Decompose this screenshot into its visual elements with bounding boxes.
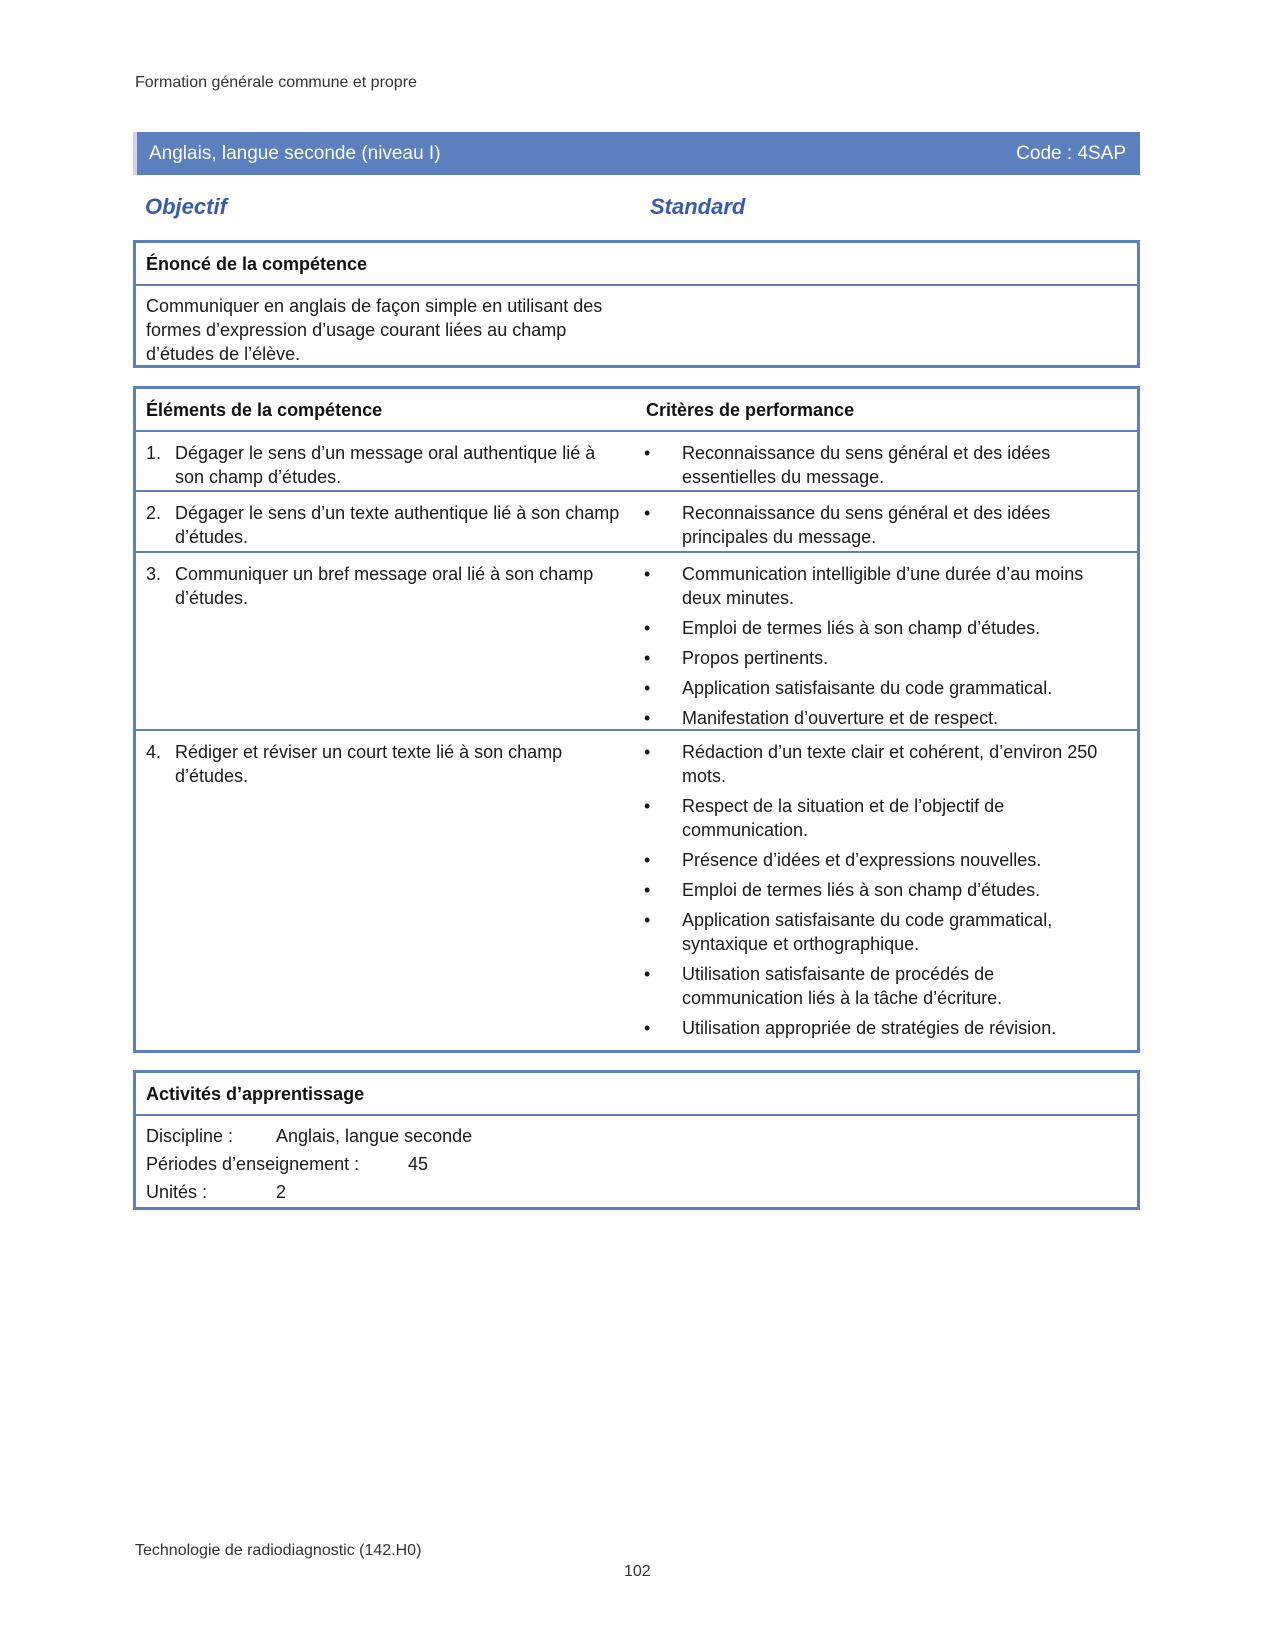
- activites-heading: Activités d’apprentissage: [136, 1073, 1137, 1116]
- standard-heading: Standard: [650, 194, 746, 219]
- activites-details: [136, 1116, 1137, 1212]
- element-number: 1.: [146, 443, 162, 463]
- running-header: Formation générale commune et propre: [135, 74, 417, 91]
- enonce-box: [133, 240, 1140, 368]
- element-4: [146, 740, 626, 788]
- elements-table: [133, 386, 1140, 1053]
- unites-label: Unités :: [146, 1182, 208, 1202]
- element-text: Dégager le sens d’un message oral authentique lié à son champ d’études.: [175, 443, 596, 487]
- element-text: Communiquer un bref message oral lié à son champ d’études.: [175, 564, 594, 608]
- criterion: • Présence d’idées et d’expressions nouvelles.: [644, 848, 1114, 872]
- periodes-label: Périodes d’enseignement :: [146, 1154, 360, 1174]
- course-title: Anglais, langue seconde (niveau I): [149, 142, 441, 164]
- criteria-list: [644, 441, 1114, 495]
- course-title-bar: [133, 132, 1140, 175]
- table-row: [136, 492, 1137, 553]
- table-row: [136, 731, 1137, 1041]
- criterion: • Respect de la situation et de l’objectif de communication.: [644, 794, 1114, 842]
- criterion: • Emploi de termes liés à son champ d’études.: [644, 616, 1114, 640]
- discipline-value: Anglais, langue seconde: [276, 1126, 473, 1146]
- objectif-heading: Objectif: [145, 194, 227, 219]
- element-2: [146, 501, 626, 549]
- table-row: [136, 553, 1137, 731]
- element-number: 4.: [146, 742, 162, 762]
- activites-box: [133, 1070, 1140, 1210]
- criterion: • Rédaction d’un texte clair et cohérent, d’environ 250 mots.: [644, 740, 1114, 788]
- criterion: • Utilisation appropriée de stratégies de révision.: [644, 1016, 1114, 1040]
- criterion: • Application satisfaisante du code grammatical.: [644, 676, 1114, 700]
- criterion: • Application satisfaisante du code grammatical, syntaxique et orthographique.: [644, 908, 1114, 956]
- criterion: • Manifestation d’ouverture et de respect.: [644, 706, 1114, 730]
- periodes-line: [146, 1150, 1127, 1178]
- criterion: • Reconnaissance du sens général et des idées principales du message.: [644, 501, 1114, 549]
- element-number: 2.: [146, 503, 162, 523]
- criterion: • Communication intelligible d’une durée d’au moins deux minutes.: [644, 562, 1114, 610]
- element-1: [146, 441, 626, 489]
- elements-header: [136, 389, 1137, 432]
- criteria-list: [644, 740, 1114, 1046]
- elements-heading: Éléments de la compétence: [146, 400, 383, 420]
- criterion: • Emploi de termes liés à son champ d’études.: [644, 878, 1114, 902]
- element-3: [146, 562, 626, 610]
- course-code: Code : 4SAP: [1016, 142, 1126, 164]
- discipline-line: [146, 1122, 1127, 1150]
- element-number: 3.: [146, 564, 162, 584]
- enonce-heading: Énoncé de la compétence: [136, 243, 1137, 286]
- discipline-label: Discipline :: [146, 1126, 234, 1146]
- criterion: • Utilisation satisfaisante de procédés de communication liés à la tâche d’écriture.: [644, 962, 1114, 1010]
- unites-line: [146, 1178, 1127, 1206]
- criteria-heading: Critères de performance: [646, 400, 855, 420]
- criteria-list: [644, 562, 1114, 736]
- element-text: Rédiger et réviser un court texte lié à son champ d’études.: [175, 742, 563, 786]
- unites-value: 2: [276, 1182, 287, 1202]
- footer-program: Technologie de radiodiagnostic (142.H0): [135, 1542, 422, 1559]
- page-number: 102: [624, 1563, 651, 1580]
- enonce-text: Communiquer en anglais de façon simple en utilisant des formes d’expression d’usage courant liées au champ d’études de l’élève.: [146, 296, 603, 364]
- criterion: • Propos pertinents.: [644, 646, 1114, 670]
- element-text: Dégager le sens d’un texte authentique lié à son champ d’études.: [175, 503, 620, 547]
- criteria-list: [644, 501, 1114, 555]
- table-row: [136, 432, 1137, 492]
- periodes-value: 45: [408, 1154, 429, 1174]
- criterion: • Reconnaissance du sens général et des idées essentielles du message.: [644, 441, 1114, 489]
